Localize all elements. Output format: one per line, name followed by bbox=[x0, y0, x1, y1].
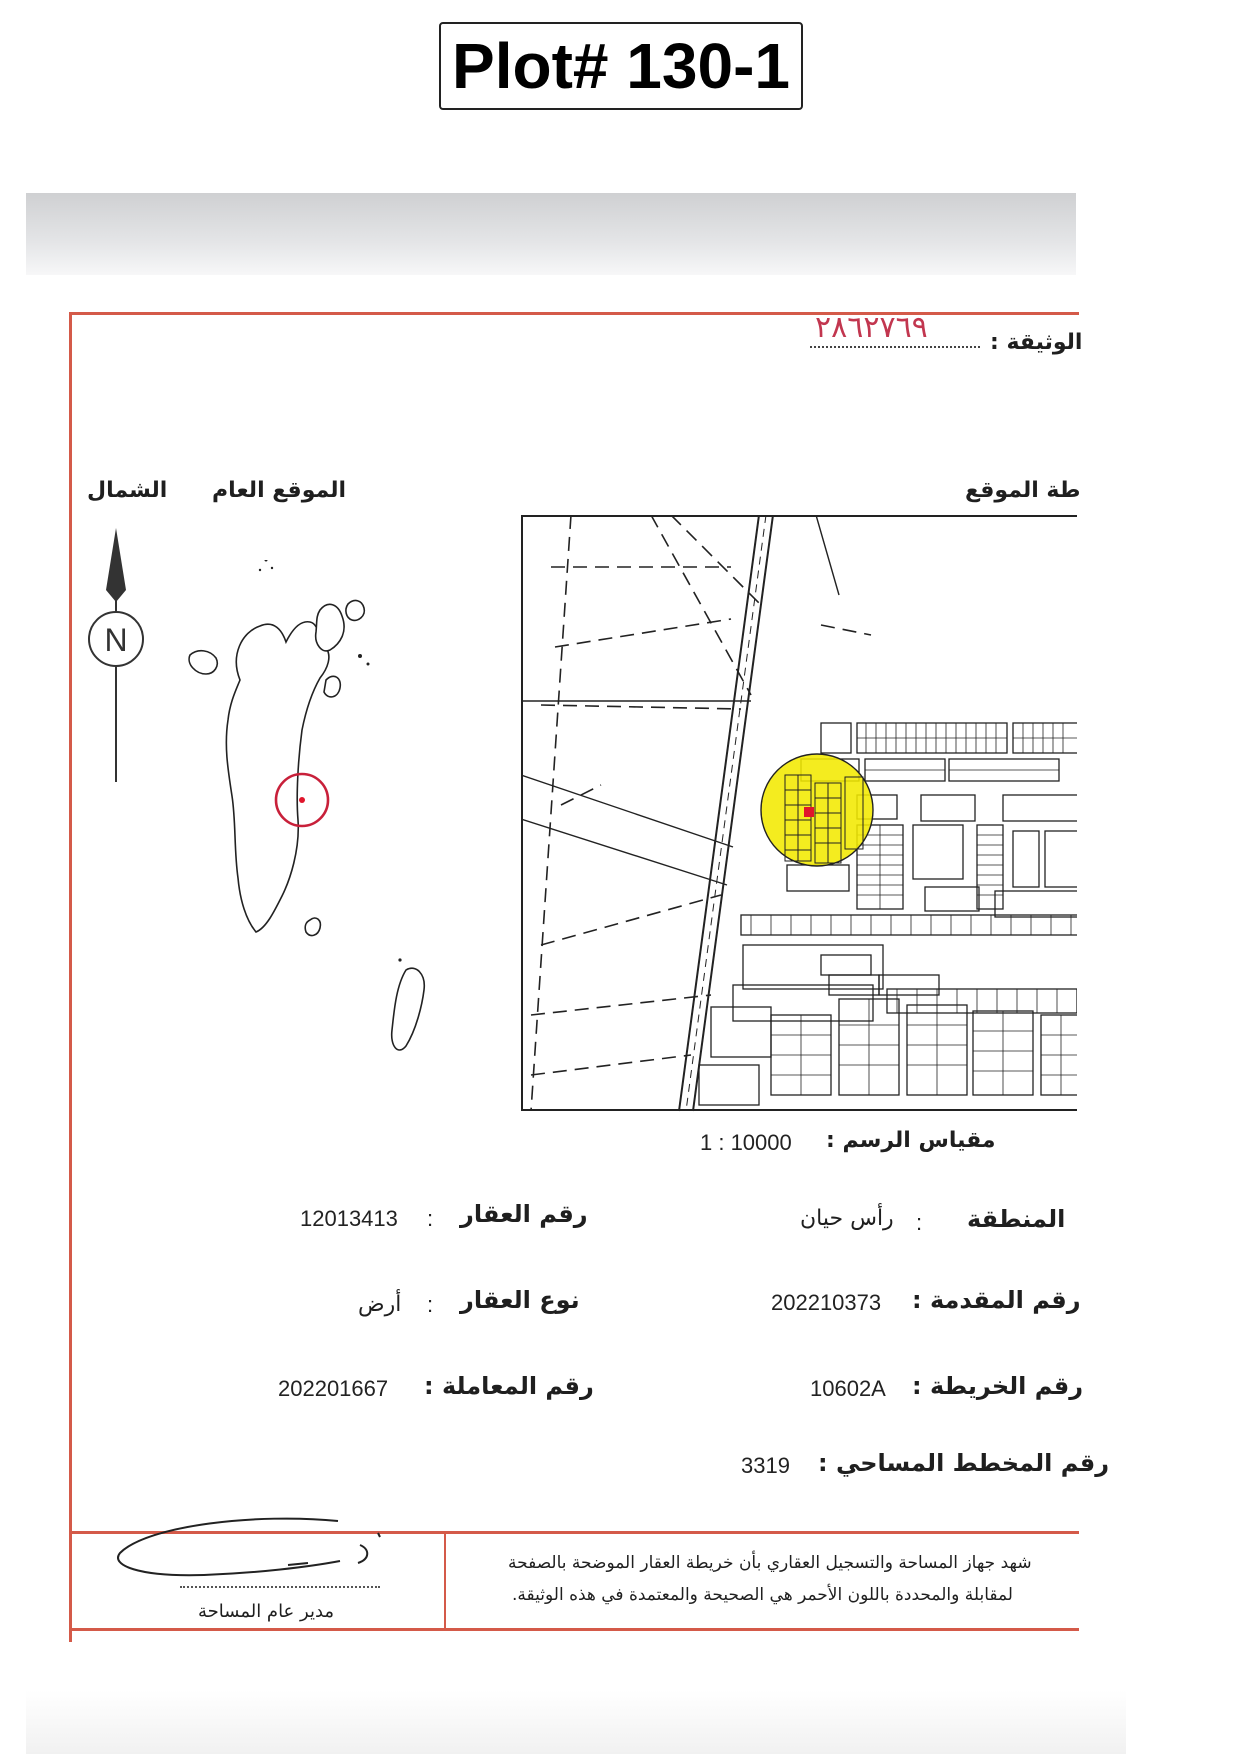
north-arrow-icon bbox=[82, 520, 152, 800]
director-signature bbox=[108, 1505, 398, 1590]
transaction-number-label: رقم المعاملة : bbox=[424, 1372, 594, 1400]
frame-border-left bbox=[69, 312, 72, 1642]
north-label: الشمال bbox=[87, 478, 168, 503]
frame-footer-divider bbox=[444, 1531, 446, 1631]
scale-label: مقياس الرسم : bbox=[826, 1128, 996, 1153]
plot-title: Plot# 130-1 bbox=[439, 22, 803, 110]
frame-border-bottom bbox=[69, 1628, 1079, 1631]
signature-dotted-line bbox=[180, 1586, 380, 1588]
survey-plan-number-label: رقم المخطط المساحي : bbox=[818, 1449, 1110, 1477]
property-number-value: 12013413 bbox=[300, 1206, 398, 1231]
property-type-separator: : bbox=[427, 1292, 434, 1317]
map-number-value: 10602A bbox=[810, 1376, 886, 1401]
signatory-title: مدير عام المساحة bbox=[198, 1601, 335, 1622]
scan-shadow-top bbox=[26, 193, 1076, 275]
area-separator: : bbox=[916, 1210, 923, 1235]
scale-value: 1 : 10000 bbox=[700, 1130, 792, 1155]
certification-line-1: شهد جهاز المساحة والتسجيل العقاري بأن خريطة العقار الموضحة بالصفحة bbox=[508, 1553, 1032, 1573]
plot-blocks bbox=[699, 723, 1077, 1105]
north-letter: N bbox=[104, 622, 128, 658]
area-label: المنطقة bbox=[967, 1205, 1066, 1233]
general-location-map bbox=[170, 560, 470, 1080]
property-number-separator: : bbox=[427, 1206, 434, 1231]
certification-line-2: لمقابلة والمحددة باللون الأحمر هي الصحيحة والمعتمدة في هذه الوثيقة. bbox=[512, 1585, 1013, 1605]
site-map bbox=[521, 515, 1077, 1115]
survey-plan-number-value: 3319 bbox=[741, 1453, 790, 1478]
document-label: الوثيقة : bbox=[990, 330, 1083, 355]
property-type-value: أرض bbox=[358, 1292, 402, 1317]
application-number-value: 202210373 bbox=[771, 1290, 882, 1315]
general-location-label: الموقع العام bbox=[212, 478, 347, 503]
area-value: رأس حيان bbox=[800, 1206, 894, 1231]
scan-shadow-bottom bbox=[26, 1690, 1126, 1754]
map-number-label: رقم الخريطة : bbox=[912, 1372, 1084, 1400]
property-type-label: نوع العقار bbox=[460, 1286, 580, 1314]
plot-marker bbox=[804, 807, 814, 817]
document-number-handwritten: ٢٨٦٢٧٦٩ bbox=[815, 310, 928, 345]
transaction-number-value: 202201667 bbox=[278, 1376, 389, 1401]
location-dot bbox=[299, 797, 305, 803]
document-number-dotted-line bbox=[810, 346, 980, 348]
property-number-label: رقم العقار bbox=[460, 1200, 588, 1228]
site-map-label: طة الموقع bbox=[965, 478, 1081, 503]
application-number-label: رقم المقدمة : bbox=[912, 1286, 1081, 1314]
